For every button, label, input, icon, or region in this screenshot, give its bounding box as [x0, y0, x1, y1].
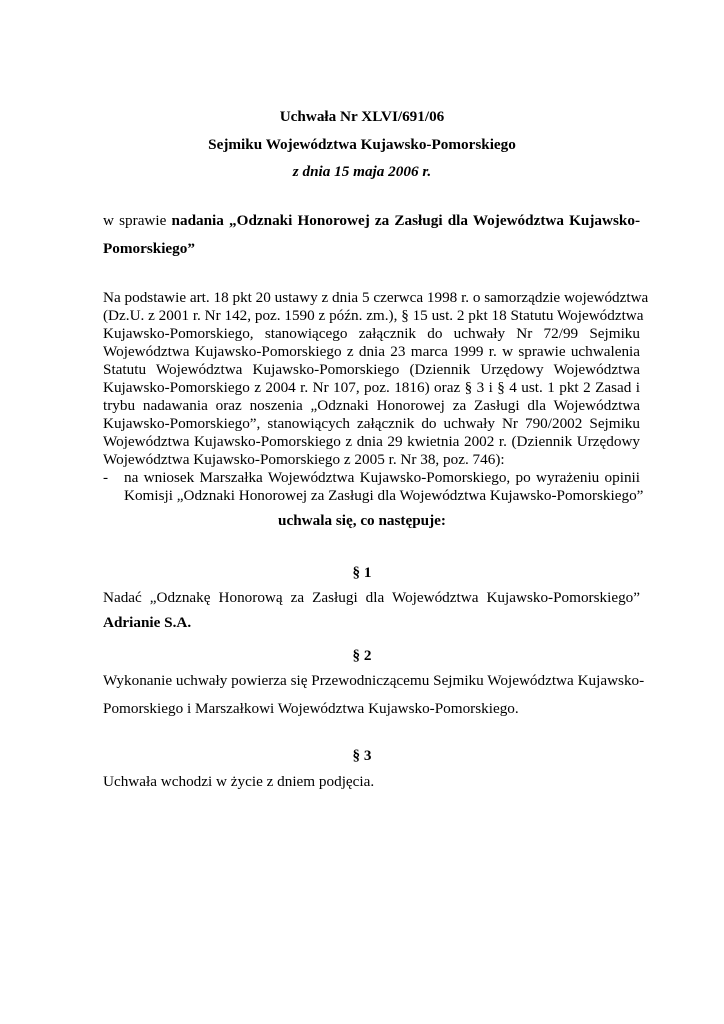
- basis-line: Kujawsko-Pomorskiego”, stanowiących załącznik do uchwały Nr 790/2002 Sejmiku: [103, 415, 640, 432]
- basis-line: Na podstawie art. 18 pkt 20 ustawy z dnia 5 czerwca 1998 r. o samorządzie województwa: [103, 289, 649, 306]
- basis-line: (Dz.U. z 2001 r. Nr 142, poz. 1590 z późn. zm.), § 15 ust. 2 pkt 18 Statutu Województwa: [103, 307, 644, 324]
- section-2-line-1: Wykonanie uchwały powierza się Przewodniczącemu Sejmiku Województwa Kujawsko-: [103, 672, 645, 689]
- basis-line: Województwa Kujawsko-Pomorskiego z dnia 23 marca 1999 r. w sprawie uchwalenia: [103, 343, 640, 360]
- section-heading-2: § 2: [352, 647, 372, 664]
- section-2-line-2: Pomorskiego i Marszałkowi Województwa Kujawsko-Pomorskiego.: [103, 700, 519, 717]
- bullet-item: [124, 469, 644, 505]
- basis-line: Kujawsko-Pomorskiego z 2004 r. Nr 107, poz. 1816) oraz § 3 i § 4 ust. 1 pkt 2 Zasad i: [103, 379, 640, 396]
- section-3-line-1: Uchwała wchodzi w życie z dniem podjęcia.: [103, 773, 375, 790]
- subject-bold-1: nadania „Odznaki Honorowej za Zasługi dla Województwa Kujawsko-: [171, 212, 640, 229]
- section-body-1: [103, 589, 640, 632]
- section-1-line-2: [103, 614, 640, 632]
- bullet-line: Komisji „Odznaki Honorowej za Zasługi dla Województwa Kujawsko-Pomorskiego”: [124, 487, 644, 504]
- bullet-line: na wniosek Marszałka Województwa Kujawsko-Pomorskiego, po wyrażeniu opinii: [124, 469, 640, 486]
- section-body-2: [103, 672, 645, 718]
- subject-line-1: [103, 212, 640, 240]
- resolution-title: Uchwała Nr XLVI/691/06: [279, 108, 445, 125]
- section-heading-1: § 1: [352, 564, 372, 581]
- subject-block: [103, 212, 640, 258]
- awardee-name: Adrianie S.A.: [103, 614, 192, 631]
- basis-line: Statutu Województwa Kujawsko-Pomorskiego (Dziennik Urzędowy Województwa: [103, 361, 640, 378]
- resolution-date-text: z dnia 15 maja 2006 r.: [292, 163, 432, 180]
- resolution-issuer: Sejmiku Województwa Kujawsko-Pomorskiego: [208, 136, 516, 153]
- section-1-line-1: Nadać „Odznakę Honorową za Zasługi dla Województwa Kujawsko-Pomorskiego”: [103, 589, 640, 606]
- basis-line: Kujawsko-Pomorskiego, stanowiącego załącznik do uchwały Nr 72/99 Sejmiku: [103, 325, 640, 342]
- basis-line: Województwa Kujawsko-Pomorskiego z dnia 29 kwietnia 2002 r. (Dziennik Urzędowy: [103, 433, 640, 450]
- subject-line-2: [103, 240, 640, 258]
- subject-prefix: w sprawie: [103, 212, 172, 229]
- legal-basis-paragraph: [103, 289, 649, 469]
- bullet-dash: -: [103, 469, 109, 486]
- resolution-date: [0, 163, 724, 181]
- basis-line: Województwa Kujawsko-Pomorskiego z 2005 r. Nr 38, poz. 746):: [103, 451, 505, 468]
- subject-bold-2: Pomorskiego”: [103, 240, 195, 257]
- basis-line: trybu nadawania oraz noszenia „Odznaki Honorowej za Zasługi dla Województwa: [103, 397, 640, 414]
- resolves-heading: uchwala się, co następuje:: [278, 512, 446, 529]
- section-body-3: [103, 773, 640, 791]
- section-heading-3: § 3: [352, 747, 372, 764]
